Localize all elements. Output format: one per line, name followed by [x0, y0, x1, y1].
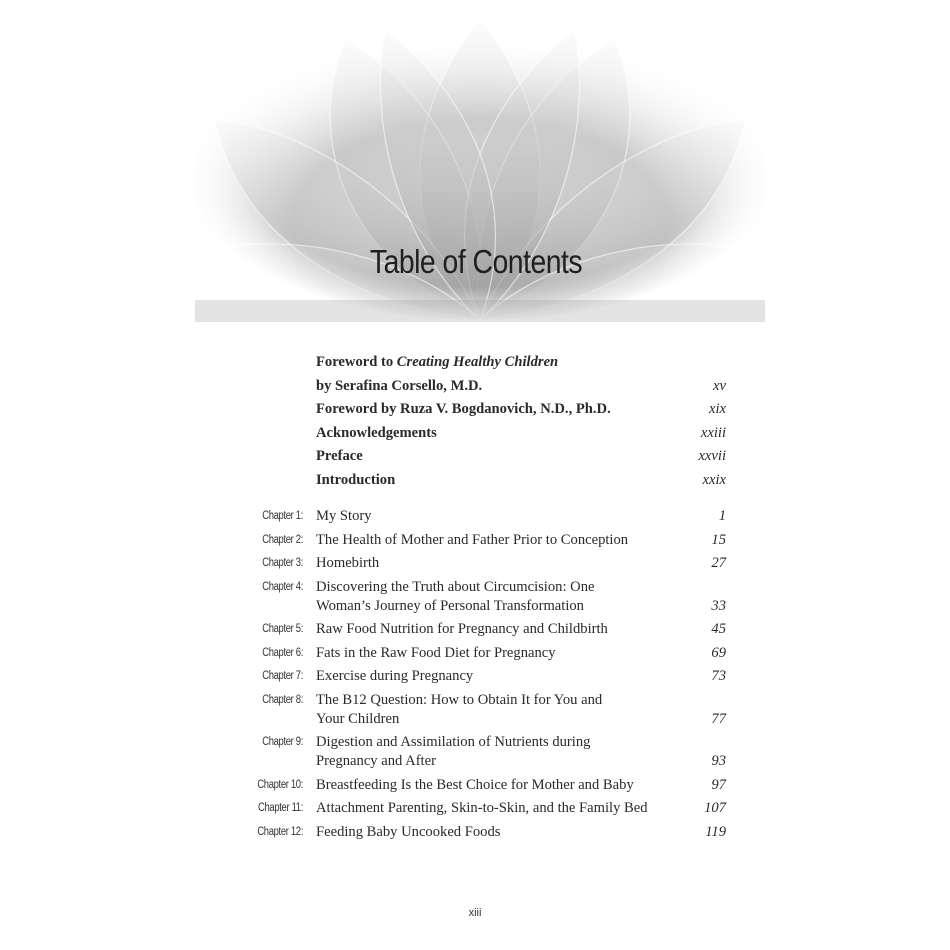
chapter-title: Attachment Parenting, Skin-to-Skin, and the Family Bed	[316, 800, 648, 816]
chapter-entry	[240, 554, 726, 573]
chapter-entry	[240, 578, 726, 616]
chapter-number: Chapter 8:	[262, 693, 303, 706]
folio-page-number: xiii	[468, 907, 482, 919]
page-number: 77	[711, 710, 726, 727]
front-matter-entry	[316, 351, 726, 398]
chapter-title: Feeding Baby Uncooked Foods	[316, 823, 501, 840]
front-matter-list	[316, 351, 726, 492]
chapter-number: Chapter 10:	[257, 778, 303, 791]
front-matter-label: Acknowledgements	[316, 424, 437, 441]
chapter-title: The Health of Mother and Father Prior to Conception	[316, 531, 629, 548]
chapter-list	[240, 507, 726, 846]
page-number: 107	[704, 800, 726, 816]
page-number: xxiii	[700, 424, 726, 441]
page-number: 33	[711, 597, 726, 614]
front-matter-label: Foreword by Ruza V. Bogdanovich, N.D., Ph.D.	[316, 401, 611, 417]
page-number: xv	[713, 377, 726, 394]
chapter-title: Digestion and Assimilation of Nutrients during	[316, 734, 591, 750]
front-matter-label-line2: by Serafina Corsello, M.D.	[316, 377, 483, 394]
front-matter-entry	[316, 445, 726, 469]
front-matter-entry	[316, 398, 726, 422]
chapter-title: Homebirth	[316, 555, 380, 571]
chapter-number: Chapter 6:	[262, 646, 303, 659]
chapter-title: Exercise during Pregnancy	[316, 668, 474, 684]
chapter-title: Fats in the Raw Food Diet for Pregnancy	[316, 644, 556, 661]
chapter-entry	[240, 620, 726, 639]
page-number: 73	[711, 668, 726, 684]
chapter-title-line2: Woman’s Journey of Personal Transformation	[316, 597, 584, 614]
page-number: xxvii	[698, 448, 726, 464]
front-matter-entry	[316, 422, 726, 446]
page-number: 97	[711, 776, 726, 793]
chapter-title: Raw Food Nutrition for Pregnancy and Childbirth	[316, 621, 608, 637]
page-number: 69	[711, 644, 726, 661]
front-matter-label: Foreword to Creating Healthy Children	[316, 354, 559, 370]
chapter-title: My Story	[316, 508, 372, 524]
chapter-number: Chapter 1:	[262, 510, 303, 522]
chapter-entry	[240, 823, 726, 842]
chapter-number: Chapter 2:	[262, 533, 303, 546]
chapter-entry	[240, 644, 726, 663]
chapter-entry	[240, 691, 726, 729]
chapter-entry	[240, 531, 726, 550]
chapter-entry	[240, 733, 726, 771]
chapter-title-line2: Pregnancy and After	[316, 753, 436, 769]
page-number: 1	[718, 508, 726, 524]
front-matter-label: Preface	[316, 448, 363, 464]
page-number: xxix	[702, 471, 726, 488]
page-number: 119	[705, 823, 726, 840]
page-number: 93	[711, 753, 726, 769]
chapter-number: Chapter 9:	[262, 736, 303, 748]
chapter-entry	[240, 667, 726, 686]
chapter-number: Chapter 7:	[262, 670, 303, 682]
front-matter-entry	[316, 469, 726, 493]
page-title: Table of Contents	[369, 243, 583, 280]
page-number: 15	[711, 531, 726, 548]
page-number: xix	[708, 401, 726, 417]
chapter-title-line2: Your Children	[316, 710, 400, 727]
chapter-entry	[240, 507, 726, 526]
chapter-number: Chapter 12:	[257, 825, 303, 838]
chapter-number: Chapter 4:	[262, 580, 303, 593]
chapter-number: Chapter 5:	[262, 623, 303, 635]
chapter-title: The B12 Question: How to Obtain It for You and	[316, 691, 603, 708]
chapter-title: Breastfeeding Is the Best Choice for Mother and Baby	[316, 776, 634, 793]
chapter-entry	[240, 799, 726, 818]
chapter-number: Chapter 3:	[262, 557, 303, 569]
chapter-title: Discovering the Truth about Circumcision: One	[316, 578, 595, 595]
page-number: 45	[711, 621, 726, 637]
front-matter-label: Introduction	[316, 471, 396, 488]
chapter-number: Chapter 11:	[258, 802, 303, 814]
chapter-entry	[240, 776, 726, 795]
page-number: 27	[711, 555, 726, 571]
